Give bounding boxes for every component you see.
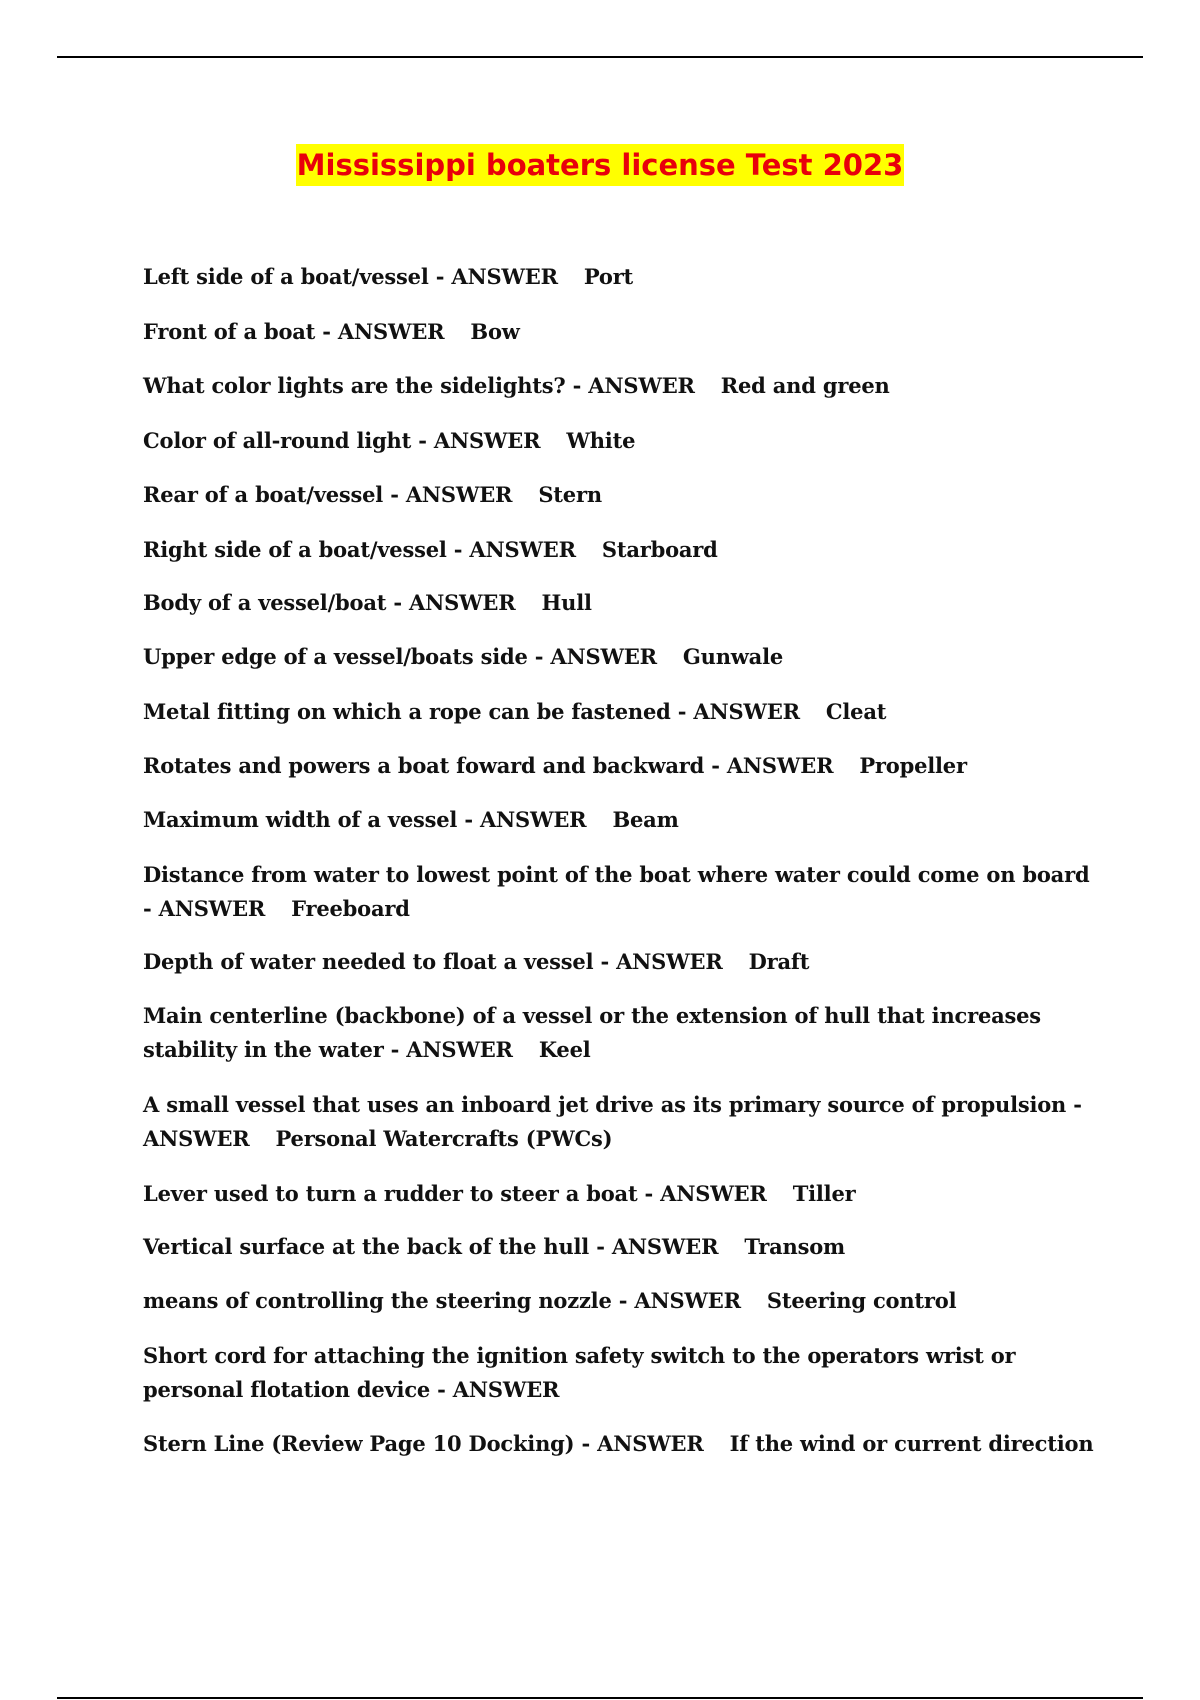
- question-text: Main centerline (backbone) of a vessel or the extension of hull that increases stability in the water - ANSWER: [143, 1003, 1041, 1062]
- qa-item-14: [143, 999, 1103, 1067]
- answer-text: Personal Watercrafts (PWCs): [275, 1126, 613, 1151]
- answer-text: White: [566, 428, 636, 453]
- question-text: Color of all-round light - ANSWER: [143, 428, 541, 453]
- question-text: Short cord for attaching the ignition safety switch to the operators wrist or personal flotation device - ANSWER: [143, 1343, 1016, 1402]
- title-container: [0, 144, 1200, 186]
- qa-item-3: [143, 369, 1103, 403]
- qa-item-8: [143, 640, 1103, 674]
- question-text: Metal fitting on which a rope can be fastened - ANSWER: [143, 699, 800, 724]
- answer-text: Starboard: [601, 537, 718, 562]
- qa-item-2: [143, 315, 1103, 349]
- qa-item-20: [143, 1427, 1103, 1461]
- answer-text: Propeller: [859, 753, 967, 778]
- question-text: Upper edge of a vessel/boats side - ANSWER: [143, 644, 657, 669]
- qa-item-9: [143, 695, 1103, 729]
- qa-item-7: [143, 586, 1103, 620]
- qa-item-18: [143, 1284, 1103, 1318]
- qa-item-17: [143, 1230, 1103, 1264]
- answer-text: Transom: [744, 1234, 846, 1259]
- answer-text: Red and green: [720, 373, 890, 398]
- qa-item-16: [143, 1177, 1103, 1211]
- question-text: Rotates and powers a boat foward and backward - ANSWER: [143, 753, 834, 778]
- answer-text: Keel: [538, 1037, 591, 1062]
- question-text: What color lights are the sidelights? - ANSWER: [143, 373, 695, 398]
- answer-text: Gunwale: [682, 644, 784, 669]
- answer-text: If the wind or current direction: [729, 1431, 1094, 1456]
- answer-text: Steering control: [766, 1288, 957, 1313]
- bottom-rule: [57, 1697, 1143, 1699]
- question-text: Maximum width of a vessel - ANSWER: [143, 807, 587, 832]
- answer-text: Cleat: [825, 699, 887, 724]
- qa-item-6: [143, 533, 1103, 567]
- qa-item-12: [143, 858, 1103, 926]
- question-text: A small vessel that uses an inboard jet drive as its primary source of propulsion - ANSWER: [143, 1092, 1082, 1151]
- question-text: Right side of a boat/vessel - ANSWER: [143, 537, 576, 562]
- question-text: Lever used to turn a rudder to steer a boat - ANSWER: [143, 1181, 767, 1206]
- top-rule: [57, 56, 1143, 58]
- qa-item-15: [143, 1088, 1103, 1156]
- qa-item-19: [143, 1339, 1103, 1407]
- qa-item-4: [143, 424, 1103, 458]
- question-text: Front of a boat - ANSWER: [143, 319, 445, 344]
- answer-text: Freeboard: [291, 896, 410, 921]
- question-text: Vertical surface at the back of the hull - ANSWER: [143, 1234, 719, 1259]
- answer-text: Hull: [541, 590, 592, 615]
- question-text: Left side of a boat/vessel - ANSWER: [143, 264, 558, 289]
- qa-item-10: [143, 749, 1103, 783]
- qa-item-1: [143, 260, 1103, 294]
- qa-item-5: [143, 478, 1103, 512]
- qa-item-11: [143, 803, 1103, 837]
- qa-item-13: [143, 945, 1103, 979]
- answer-text: Stern: [538, 482, 602, 507]
- question-text: Body of a vessel/boat - ANSWER: [143, 590, 516, 615]
- question-text: means of controlling the steering nozzle - ANSWER: [143, 1288, 741, 1313]
- answer-text: Beam: [612, 807, 679, 832]
- document-title: Mississippi boaters license Test 2023: [296, 144, 905, 186]
- answer-text: Tiller: [792, 1181, 856, 1206]
- question-text: Rear of a boat/vessel - ANSWER: [143, 482, 513, 507]
- question-text: Stern Line (Review Page 10 Docking) - ANSWER: [143, 1431, 704, 1456]
- question-text: Distance from water to lowest point of the boat where water could come on board - ANSWER: [143, 862, 1090, 921]
- answer-text: Port: [583, 264, 634, 289]
- answer-text: Bow: [470, 319, 520, 344]
- question-text: Depth of water needed to float a vessel - ANSWER: [143, 949, 723, 974]
- answer-text: Draft: [748, 949, 810, 974]
